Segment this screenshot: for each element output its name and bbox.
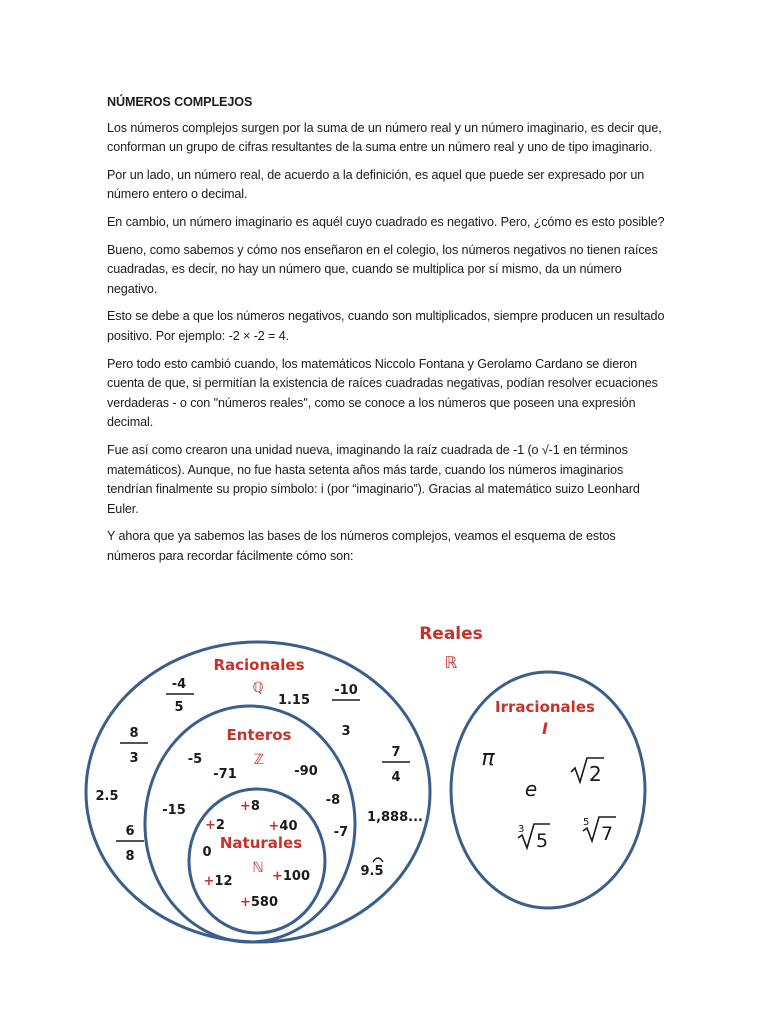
decimal-1-15: 1.15 — [277, 693, 311, 708]
svg-text:6: 6 — [125, 824, 135, 839]
svg-text:4: 4 — [391, 770, 401, 785]
svg-text:7: 7 — [601, 823, 614, 845]
fraction-neg-4-5 — [166, 677, 194, 715]
paragraph-fontana-cardano: Pero todo esto cambió cuando, los matemáticos Niccolo Fontana y Gerolamo Cardano se dieron cuenta de que, si permitían la existencia de raíces cuadradas negativas, podían resolver ecuaciones verdaderas - o con "números reales", como se conoce a los números que poseen una expresión decimal. — [107, 356, 658, 430]
irracionales-label: Irracionales — [495, 698, 595, 716]
paragraph-euler: Fue así como crearon una unidad nueva, imaginando la raíz cuadrada de -1 (o √-1 en términos matemáticos). Aunque, no fue hasta setenta años más tarde, cuando los números imaginarios tendrían finalmente su propio símbolo: i (por “imaginario”). Gracias al matemático suizo Leonhard Euler. — [107, 442, 640, 516]
svg-text:-10: -10 — [334, 683, 358, 698]
racionales-symbol: ℚ — [252, 680, 264, 696]
number-sets-diagram — [0, 610, 768, 1024]
natural-plus-100: +100 — [271, 869, 311, 884]
decimal-2-5: 2.5 — [95, 789, 119, 804]
enteros-label: Enteros — [226, 726, 292, 744]
natural-zero: 0 — [202, 845, 212, 860]
integer-neg-15: -15 — [162, 803, 186, 818]
paragraph-negative-product: Esto se debe a que los números negativos, cuando son multiplicados, siempre producen un resultado positivo. Por ejemplo: -2 × -2 = 4. — [107, 309, 665, 343]
paragraph-real-number: Por un lado, un número real, de acuerdo a la definición, es aquel que puede ser expresado por un número entero o decimal. — [107, 167, 645, 202]
svg-text:5: 5 — [174, 700, 184, 715]
cube-root-5-icon — [518, 824, 550, 852]
integer-neg-90: -90 — [294, 764, 318, 779]
euler-e-symbol: e — [524, 777, 538, 801]
natural-plus-40: +40 — [268, 819, 298, 834]
svg-text:5: 5 — [536, 830, 549, 852]
fraction-8-3 — [120, 726, 148, 766]
svg-text:3: 3 — [518, 824, 525, 835]
svg-text:2: 2 — [589, 762, 602, 786]
svg-text:8: 8 — [129, 726, 139, 741]
periodic-arc-icon — [373, 858, 383, 862]
svg-text:-4: -4 — [171, 677, 187, 692]
natural-plus-12: +12 — [203, 874, 233, 889]
svg-text:7: 7 — [391, 745, 401, 760]
fraction-6-8 — [116, 824, 144, 864]
natural-plus-8: +8 — [240, 799, 260, 814]
naturales-label: Naturales — [219, 834, 303, 852]
integer-neg-8: -8 — [325, 793, 341, 808]
naturales-symbol: ℕ — [252, 860, 264, 876]
paragraph-intro: Los números complejos surgen por la suma de un número real y un número imaginario, es decir que, conforman un grupo de cifras resultantes de la suma entre un número real y uno de tipo imaginario. — [107, 120, 662, 155]
document-title: NÚMEROS COMPLEJOS — [107, 95, 253, 109]
svg-text:8: 8 — [125, 849, 135, 864]
sqrt-2-icon — [571, 758, 604, 786]
document-body — [107, 93, 667, 574]
periodic-decimal: 9.5 — [360, 864, 384, 879]
fraction-7-4 — [382, 745, 410, 785]
integer-neg-7: -7 — [333, 825, 349, 840]
paragraph-imaginary-number: En cambio, un número imaginario es aquél cuyo cuadrado es negativo. Pero, ¿cómo es esto posible? — [107, 214, 665, 229]
pi-symbol: π — [481, 746, 495, 771]
paragraph-scheme-intro: Y ahora que ya sabemos las bases de los números complejos, veamos el esquema de estos números para recordar fácilmente cómo son: — [107, 529, 616, 563]
svg-text:3: 3 — [129, 751, 139, 766]
enteros-symbol: ℤ — [253, 752, 265, 768]
fraction-neg-10-3 — [332, 683, 360, 739]
irracionales-symbol: I — [542, 719, 548, 738]
repeating-decimal: 1,888... — [367, 810, 423, 825]
integer-neg-71: -71 — [213, 767, 237, 782]
paragraph-negative-roots: Bueno, como sabemos y cómo nos enseñaron en el colegio, los números negativos no tienen raíces cuadradas, es decir, no hay un número que, cuando se multiplica por sí mismo, da un número negativo. — [107, 242, 658, 296]
natural-plus-2: +2 — [205, 818, 225, 833]
racionales-label: Racionales — [213, 656, 305, 674]
integer-neg-5: -5 — [187, 752, 203, 767]
svg-text:3: 3 — [341, 724, 351, 739]
reales-symbol: ℝ — [444, 653, 458, 672]
reales-label: Reales — [419, 624, 483, 644]
natural-plus-580: +580 — [239, 895, 279, 910]
fifth-root-7-icon — [583, 817, 616, 845]
svg-text:5: 5 — [583, 817, 590, 828]
